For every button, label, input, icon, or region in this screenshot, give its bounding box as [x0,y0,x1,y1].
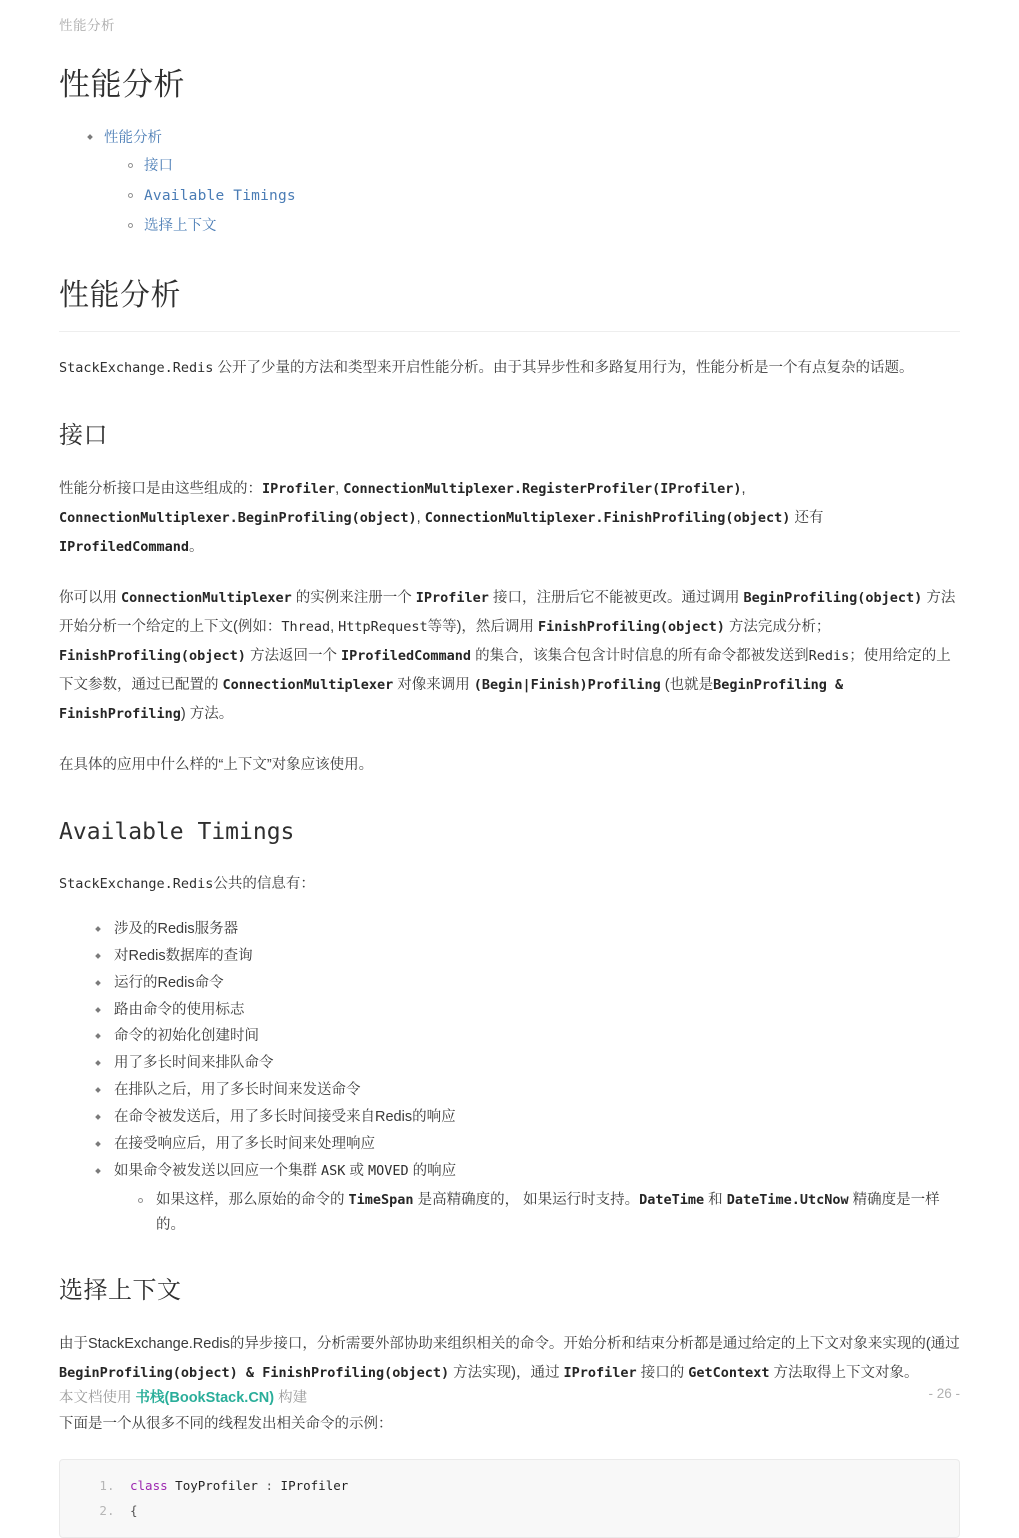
inline-code: DateTime [639,1192,705,1209]
inline-code: BeginProfiling(object) [743,589,923,606]
inline-code: ConnectionMultiplexer [222,676,394,693]
footer-attribution [59,1386,307,1407]
running-header: 性能分析 [59,18,115,33]
code-lines [60,1473,959,1524]
text-frag: 如果这样，那么原始的命令的 [156,1192,349,1209]
list-item: 在接受响应后，用了多长时间来处理响应 [96,1132,960,1157]
inline-code: BeginProfiling(object) & FinishProfiling(object) [59,1364,450,1381]
text-frag: 是高精确度的， 如果运行时支持。 [413,1192,640,1209]
paragraph-select-context [59,1330,960,1388]
timings-sublist [114,1188,960,1238]
inline-code: (Begin|Finish)Profiling [473,676,661,693]
text-frag: 由于StackExchange.Redis的异步接口，分析需要外部协助来组织相关的命令。开始分析和结束分析都是通过给定的上下文对象来实现的(通过 [59,1335,960,1352]
text-frag: 的实例来注册一个 [291,589,416,606]
document-content [59,64,960,1538]
text-frag: 方法开始分析一个给定的上下文(例如： [59,589,956,635]
inline-code: TimeSpan [348,1192,414,1209]
inline-code: MOVED [367,1163,409,1180]
text-frag: 等等)，然后调用 [427,618,538,635]
list-item: 运行的Redis命令 [96,971,960,996]
text-frag: 和 [704,1192,727,1209]
toc-link-available-timings[interactable]: Available Timings [144,188,296,205]
code-line [122,1498,959,1524]
code-line-2 [130,1503,138,1518]
code-line-1 [130,1478,348,1493]
toc-item-root [88,126,960,239]
text-sep: , [416,509,425,526]
paragraph-text: 公开了少量的方法和类型来开启性能分析。由于其异步性和多路复用行为，性能分析是一个有点复杂的话题。 [213,359,914,376]
text-frag: ) 方法。 [180,705,234,722]
list-item: 对Redis数据库的查询 [96,944,960,969]
paragraph-public-info [59,870,960,899]
code-line [122,1473,959,1499]
code-token: { [130,1503,138,1519]
text-sep: , [335,480,344,497]
text-frag: ；使用给定的上下文参数，通过已配置的 [59,647,951,693]
page-title: 性能分析 [59,67,185,102]
list-item: 命令的初始化创建时间 [96,1024,960,1049]
timings-list [59,917,960,1238]
section-heading-interface: 接口 [59,421,108,449]
inline-code: IProfiler [563,1364,637,1381]
list-item [96,1159,960,1238]
toc-link-root[interactable]: 性能分析 [104,129,162,146]
text-frag: (也就是 [660,676,714,693]
inline-code: Redis [808,647,850,664]
text-frag: 方法返回一个 [245,647,341,664]
inline-code: ASK [321,1163,346,1180]
code-token: IProfiler [280,1477,349,1493]
list-item: 路由命令的使用标志 [96,998,960,1023]
inline-code: IProfiledCommand [341,647,472,664]
inline-code: StackExchange.Redis [59,875,214,892]
paragraph-interface-list [59,475,960,562]
section-heading-select-context: 选择上下文 [59,1276,182,1304]
inline-code: Thread [281,618,331,635]
text-frag: 如果命令被发送以回应一个集群 [114,1163,322,1180]
paragraph-example-intro: 下面是一个从很多不同的线程发出相关命令的示例： [59,1415,393,1432]
text-frag: 的集合，该集合包含计时信息的所有命令都被发送到 [471,647,809,664]
inline-code: DateTime.UtcNow [726,1192,849,1209]
text-frag: 你可以用 [59,589,122,606]
toc-item-available-timings [128,184,960,209]
section-heading-performance: 性能分析 [59,276,960,332]
text-mid: 还有 [790,509,824,526]
inline-code: FinishProfiling(object) [537,618,725,635]
text-frag: , [330,618,339,635]
paragraph-context-usage: 在具体的应用中什么样的“上下文”对象应该使用。 [59,756,374,773]
text-frag: 或 [345,1163,368,1180]
inline-code: ConnectionMultiplexer [121,589,292,606]
inline-code: IProfiledCommand [59,538,190,555]
text-frag: 方法实现)，通过 [449,1364,564,1381]
inline-code: ConnectionMultiplexer.RegisterProfiler(IProfiler) [343,480,742,497]
text-frag: 接口的 [636,1364,689,1381]
code-token: class [130,1477,168,1493]
footer-brand-link[interactable]: 书栈(BookStack.CN) [135,1390,275,1406]
text-lead: 性能分析接口是由这些组成的： [59,480,262,497]
inline-code: IProfiler [262,480,336,497]
code-token: : [257,1477,281,1493]
inline-code: HttpRequest [338,618,428,635]
text-frag: 精确度是一样的。 [156,1192,940,1233]
text-tail: 。 [189,538,204,555]
inline-code: ConnectionMultiplexer.BeginProfiling(object) [59,509,417,526]
paragraph-register-profiler [59,584,960,729]
list-item: 涉及的Redis服务器 [96,917,960,942]
toc-sublist [104,154,960,238]
inline-code: BeginProfiling & FinishProfiling [59,676,844,722]
footer-suffix: 构建 [274,1390,308,1406]
inline-code: ConnectionMultiplexer.FinishProfiling(object) [424,509,791,526]
text-frag: 方法完成分析； [724,618,831,635]
inline-code: StackExchange.Redis [59,359,214,376]
text-frag: 的响应 [408,1163,457,1180]
code-block [59,1459,960,1538]
inline-code: FinishProfiling(object) [59,647,246,664]
code-token [168,1478,176,1493]
text-frag: 对像来调用 [393,676,474,693]
page-number: - 26 - [928,1386,960,1401]
page-footer [59,1386,960,1408]
list-item: 用了多长时间来排队命令 [96,1051,960,1076]
section-heading-available-timings: Available Timings [59,818,295,845]
table-of-contents [59,126,960,239]
toc-item-interface [128,154,960,179]
toc-link-interface[interactable]: 接口 [144,158,173,175]
list-item: 在命令被发送后，用了多长时间接受来自Redis的响应 [96,1105,960,1130]
text-frag: 公共的信息有： [213,875,315,892]
text-frag: 方法取得上下文对象。 [769,1364,919,1381]
footer-prefix: 本文档使用 [59,1390,136,1406]
inline-code: IProfiler [415,589,489,606]
text-sep: , [741,480,746,497]
toc-item-select-context [128,214,960,239]
list-item [138,1188,960,1238]
text-frag: 接口，注册后它不能被更改。通过调用 [488,589,744,606]
code-token: ToyProfiler [175,1477,258,1493]
list-item: 在排队之后，用了多长时间来发送命令 [96,1078,960,1103]
toc-link-select-context[interactable]: 选择上下文 [144,217,217,234]
inline-code: GetContext [688,1364,770,1381]
paragraph-intro [59,354,960,383]
